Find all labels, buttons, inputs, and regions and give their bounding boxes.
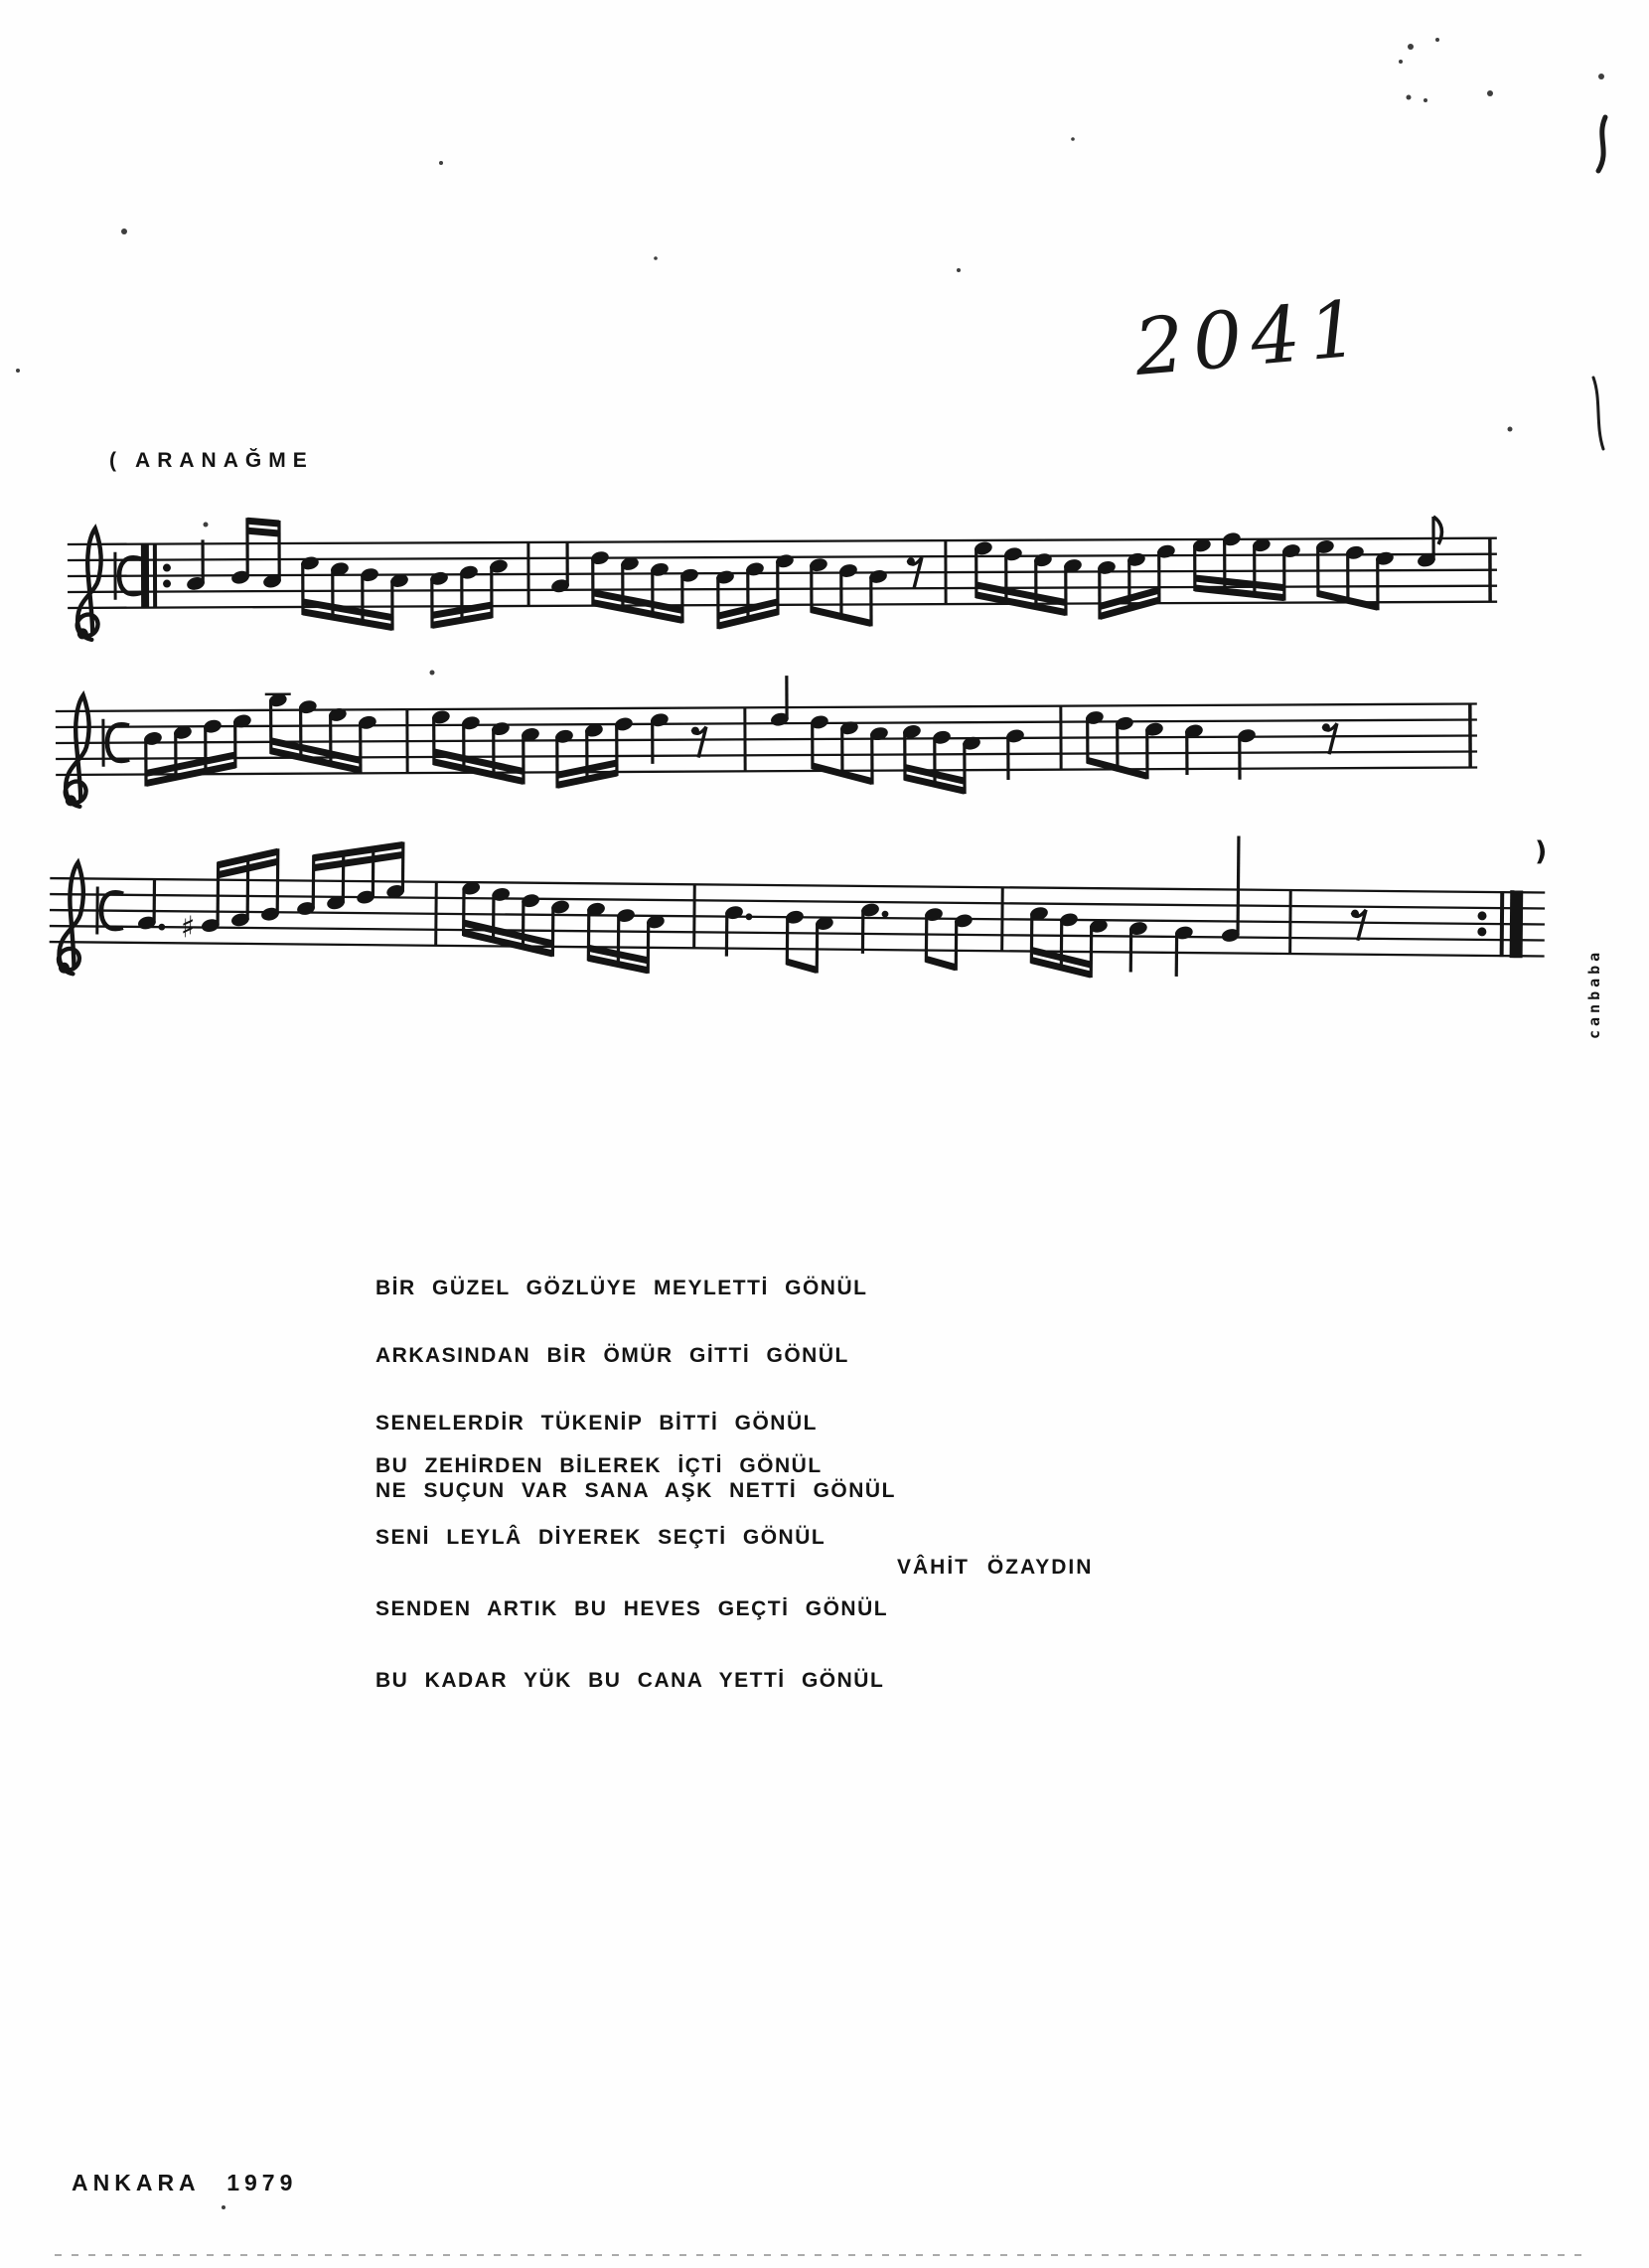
lyric-line: NE SUÇUN VAR SANA AŞK NETTİ GÖNÜL	[375, 1479, 896, 1502]
lyric-line: SENİ LEYLÂ DİYEREK SEÇTİ GÖNÜL	[375, 1526, 826, 1549]
handwritten-number: 2041	[1130, 283, 1371, 394]
lyric-line: SENELERDİR TÜKENİP BİTTİ GÖNÜL	[375, 1412, 818, 1435]
svg-text:♯: ♯	[180, 910, 196, 946]
imprint-ankara-1979: ANKARA 1979	[72, 2170, 298, 2195]
close-paren-mark: )	[1535, 836, 1548, 867]
lyric-line: ARKASINDAN BİR ÖMÜR GİTTİ GÖNÜL	[375, 1344, 849, 1367]
lyric-line: SENDEN ARTIK BU HEVES GEÇTİ GÖNÜL	[375, 1597, 889, 1620]
lyric-line: BİR GÜZEL GÖZLÜYE MEYLETTİ GÖNÜL	[375, 1277, 868, 1299]
lyric-line: BU KADAR YÜK BU CANA YETTİ GÖNÜL	[375, 1669, 885, 1692]
side-note-canbaba: canbaba	[1585, 948, 1603, 1039]
tune-label: ( ARANAĞME	[109, 449, 314, 472]
lyric-line: BU ZEHİRDEN BİLEREK İÇTİ GÖNÜL	[375, 1454, 823, 1477]
author-credit: VÂHİT ÖZAYDIN	[897, 1556, 1094, 1579]
lyrics-stanza-2	[375, 1413, 888, 1735]
